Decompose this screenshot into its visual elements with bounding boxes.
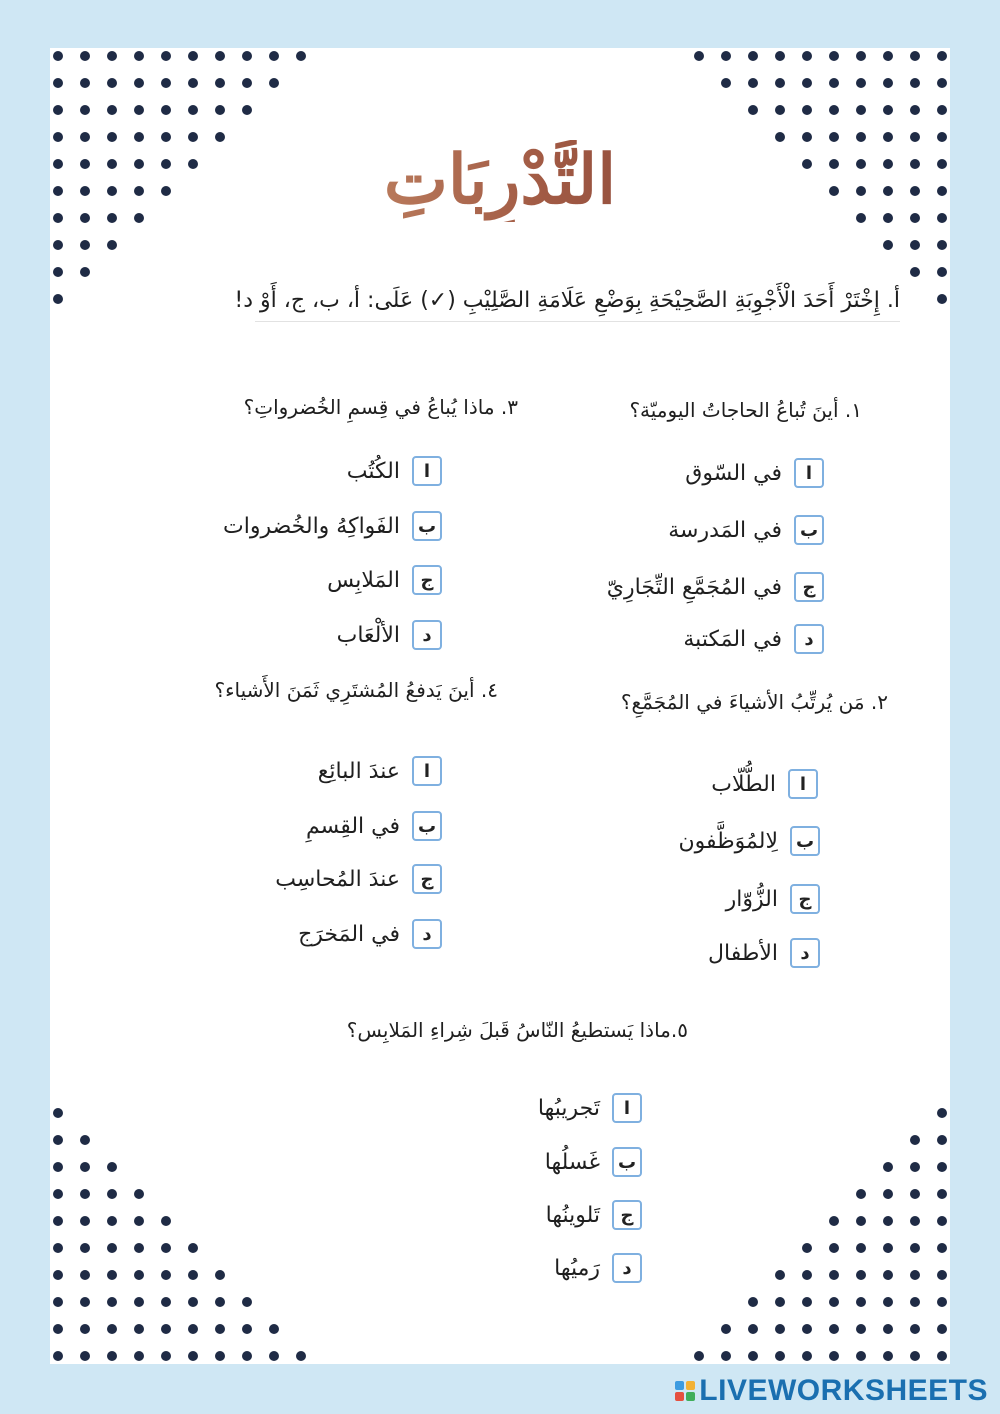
decorative-dot (829, 1297, 839, 1307)
q3-option-c-box[interactable]: ج (412, 565, 442, 595)
q3-option-d-box[interactable]: د (412, 620, 442, 650)
decorative-dot (107, 1189, 117, 1199)
decorative-dot (910, 1216, 920, 1226)
decorative-dot (80, 51, 90, 61)
decorative-dot (107, 1270, 117, 1280)
decorative-dot (721, 78, 731, 88)
decorative-dot (721, 51, 731, 61)
decorative-dot (107, 1324, 117, 1334)
decorative-dot (829, 1243, 839, 1253)
q2-option-d[interactable] (708, 938, 820, 968)
decorative-dot (107, 1216, 117, 1226)
decorative-dot (802, 78, 812, 88)
decorative-dot (53, 1243, 63, 1253)
decorative-dot (107, 105, 117, 115)
decorative-dot (80, 240, 90, 250)
decorative-dot (134, 1351, 144, 1361)
decorative-dot (80, 1135, 90, 1145)
decorative-dot (161, 1216, 171, 1226)
decorative-dot (748, 51, 758, 61)
decorative-dot (748, 78, 758, 88)
q4-option-c-box[interactable]: ج (412, 864, 442, 894)
q3-option-c-text: المَلابِس (327, 567, 400, 593)
decorative-dot (188, 1324, 198, 1334)
decorative-dot (937, 1324, 947, 1334)
q5-option-c-box[interactable]: ج (612, 1200, 642, 1230)
decorative-dot (215, 1270, 225, 1280)
decorative-dot (269, 51, 279, 61)
decorative-dot (161, 1270, 171, 1280)
decorative-dot (721, 1324, 731, 1334)
decorative-dot (883, 240, 893, 250)
decorative-dot (107, 1162, 117, 1172)
decorative-dot (134, 1243, 144, 1253)
decorative-dot (883, 1216, 893, 1226)
q2-option-a[interactable] (711, 769, 818, 799)
decorative-dot (883, 105, 893, 115)
decorative-dot (242, 1324, 252, 1334)
decorative-dot (829, 1216, 839, 1226)
decorative-dot (856, 1297, 866, 1307)
decorative-dot (107, 240, 117, 250)
decorative-dot (937, 1270, 947, 1280)
decorative-dot (883, 1270, 893, 1280)
decorative-dot (215, 1324, 225, 1334)
decorative-dot (53, 240, 63, 250)
decorative-dot (215, 51, 225, 61)
decorative-dot (883, 78, 893, 88)
q1-option-b[interactable] (668, 515, 824, 545)
decorative-dot (694, 1351, 704, 1361)
worksheet-page (50, 48, 950, 1364)
decorative-dot (80, 1216, 90, 1226)
question-2: ٢. مَن يُرتِّبُ الأشياءَ في المُجَمَّعِ؟ (620, 690, 888, 714)
decorative-dot (134, 1216, 144, 1226)
decorative-dot (188, 78, 198, 88)
decorative-dot (80, 1243, 90, 1253)
decorative-dot (134, 51, 144, 61)
page-title: التَّدْرِبَاتِ (50, 140, 950, 222)
decorative-dot (856, 105, 866, 115)
decorative-dot (937, 1189, 947, 1199)
decorative-dot (937, 1135, 947, 1145)
q2-option-b-box[interactable]: ب (790, 826, 820, 856)
q2-option-c[interactable] (726, 884, 820, 914)
decorative-dot (296, 51, 306, 61)
q4-option-a[interactable] (318, 756, 442, 786)
q3-option-d-text: الألْعَاب (336, 622, 400, 648)
question-3: ٣. ماذا يُباعُ في قِسمِ الخُضرواتِ؟ (243, 395, 518, 419)
decorative-dot (107, 1351, 117, 1361)
decorative-dot (883, 1297, 893, 1307)
decorative-dot (161, 78, 171, 88)
liveworksheets-brand-text: LIVEWORKSHEETS (699, 1374, 988, 1407)
decorative-dot (856, 1270, 866, 1280)
decorative-dot (188, 1297, 198, 1307)
q4-option-c-text: عندَ المُحاسِب (275, 866, 400, 892)
q4-option-d-text: في المَخرَج (298, 921, 400, 947)
q5-option-c[interactable] (546, 1200, 642, 1230)
question-5: ٥.ماذا يَستطيعُ النّاسُ قَبلَ شِراءِ المَلابِس؟ (346, 1018, 688, 1042)
decorative-dot (80, 267, 90, 277)
decorative-dot (829, 105, 839, 115)
decorative-dot (937, 1297, 947, 1307)
decorative-dot (775, 78, 785, 88)
instruction-text: أ. إِخْتَرْ أَحَدَ الْأَجْوِبَةِ الصَّحِيْحَةِ بِوَضْعِ عَلَامَةِ الصَّلِيْبِ (✓) عَلَى: أ، ب، ج، أَوْ د! (255, 288, 900, 322)
decorative-dot (134, 1297, 144, 1307)
decorative-dot (107, 51, 117, 61)
q4-option-b-text: في القِسمِ (305, 813, 400, 839)
decorative-dot (188, 51, 198, 61)
q4-option-d-box[interactable]: د (412, 919, 442, 949)
q3-option-a-text: الكُتُب (346, 458, 400, 484)
question-1: ١. أينَ تُباعُ الحاجاتُ اليوميّة؟ (629, 398, 862, 422)
decorative-dot (242, 105, 252, 115)
decorative-dot (775, 105, 785, 115)
q4-option-c[interactable] (275, 864, 442, 894)
decorative-dot (161, 51, 171, 61)
decorative-dot (215, 1351, 225, 1361)
decorative-dot (856, 78, 866, 88)
q3-option-a[interactable] (347, 456, 442, 486)
decorative-dot (53, 267, 63, 277)
q2-option-b-text: لِالمُوَظَّفون (678, 828, 778, 854)
decorative-dot (802, 1243, 812, 1253)
decorative-dot (856, 1216, 866, 1226)
q2-option-d-box[interactable]: د (790, 938, 820, 968)
decorative-dot (910, 240, 920, 250)
decorative-dot (802, 1297, 812, 1307)
q5-option-a[interactable] (538, 1093, 642, 1123)
decorative-dot (53, 51, 63, 61)
q1-option-c-text: في المُجَمَّعِ التِّجَارِيّ (606, 574, 782, 600)
decorative-dot (937, 267, 947, 277)
decorative-dot (775, 51, 785, 61)
decorative-dot (910, 1162, 920, 1172)
decorative-dot (910, 1351, 920, 1361)
q2-option-a-box[interactable]: ا (788, 769, 818, 799)
q3-option-b-text: الفَواكِهُ والخُضروات (223, 513, 400, 539)
decorative-dot (802, 1324, 812, 1334)
decorative-dot (775, 1351, 785, 1361)
decorative-dot (53, 1162, 63, 1172)
decorative-dot (53, 1351, 63, 1361)
decorative-dot (748, 1351, 758, 1361)
q4-option-a-box[interactable]: ا (412, 756, 442, 786)
decorative-dot (775, 1297, 785, 1307)
q5-option-a-text: تَجريبُها (537, 1095, 600, 1121)
decorative-dot (242, 1351, 252, 1361)
decorative-dot (269, 1324, 279, 1334)
decorative-dot (883, 1351, 893, 1361)
q4-option-d[interactable] (298, 919, 442, 949)
decorative-dot (937, 1351, 947, 1361)
decorative-dot (161, 105, 171, 115)
decorative-dot (775, 1324, 785, 1334)
decorative-dot (802, 51, 812, 61)
decorative-dot (829, 1270, 839, 1280)
decorative-dot (80, 1162, 90, 1172)
q1-option-c-box[interactable]: ج (794, 572, 824, 602)
decorative-dot (53, 1324, 63, 1334)
decorative-dot (910, 1297, 920, 1307)
decorative-dot (188, 1270, 198, 1280)
decorative-dot (53, 1270, 63, 1280)
decorative-dot (80, 1270, 90, 1280)
decorative-dot (80, 1351, 90, 1361)
decorative-dot (910, 1243, 920, 1253)
decorative-dot (694, 51, 704, 61)
q5-option-d-text: رَميُها (554, 1255, 600, 1281)
decorative-dot (883, 1243, 893, 1253)
decorative-dot (269, 78, 279, 88)
decorative-dot (188, 1243, 198, 1253)
decorative-dot (883, 1324, 893, 1334)
q1-option-d-box[interactable]: د (794, 624, 824, 654)
decorative-dot (296, 1351, 306, 1361)
decorative-dot (80, 1189, 90, 1199)
q3-option-a-box[interactable]: ا (412, 456, 442, 486)
decorative-dot (748, 105, 758, 115)
decorative-dot (937, 51, 947, 61)
q1-option-a[interactable] (685, 458, 824, 488)
decorative-dot (134, 78, 144, 88)
liveworksheets-logo-icon (675, 1381, 695, 1401)
q1-option-b-text: في المَدرسة (668, 517, 782, 543)
q3-option-b-box[interactable]: ب (412, 511, 442, 541)
decorative-dot (107, 1243, 117, 1253)
decorative-dot (802, 1351, 812, 1361)
decorative-dot (721, 1351, 731, 1361)
decorative-dot (53, 294, 63, 304)
decorative-dot (937, 1243, 947, 1253)
decorative-dot (134, 105, 144, 115)
q3-option-b[interactable] (223, 511, 442, 541)
decorative-dot (53, 1189, 63, 1199)
decorative-dot (53, 1108, 63, 1118)
decorative-dot (134, 1324, 144, 1334)
decorative-dot (856, 1324, 866, 1334)
liveworksheets-logo (675, 1374, 988, 1408)
decorative-dot (161, 1324, 171, 1334)
decorative-dot (829, 1324, 839, 1334)
decorative-dot (215, 105, 225, 115)
decorative-dot (242, 51, 252, 61)
decorative-dot (269, 1351, 279, 1361)
q4-option-b[interactable] (306, 811, 442, 841)
decorative-dot (107, 78, 117, 88)
decorative-dot (161, 1243, 171, 1253)
q4-option-b-box[interactable]: ب (412, 811, 442, 841)
decorative-dot (802, 105, 812, 115)
decorative-dot (53, 1216, 63, 1226)
decorative-dot (134, 1270, 144, 1280)
q5-option-b[interactable] (545, 1147, 642, 1177)
decorative-dot (829, 51, 839, 61)
decorative-dot (53, 78, 63, 88)
decorative-dot (188, 1351, 198, 1361)
q1-option-b-box[interactable]: ب (794, 515, 824, 545)
decorative-dot (937, 78, 947, 88)
decorative-dot (883, 1162, 893, 1172)
decorative-dot (748, 1324, 758, 1334)
decorative-dot (242, 1297, 252, 1307)
decorative-dot (107, 1297, 117, 1307)
decorative-dot (53, 1135, 63, 1145)
q2-option-d-text: الأطفال (708, 940, 778, 966)
q1-option-d[interactable] (683, 624, 824, 654)
q2-option-b[interactable] (679, 826, 821, 856)
q2-option-c-text: الزُّوّار (725, 886, 778, 912)
decorative-dot (775, 1270, 785, 1280)
decorative-dot (910, 1324, 920, 1334)
decorative-dot (910, 51, 920, 61)
decorative-dot (215, 78, 225, 88)
decorative-dot (910, 105, 920, 115)
decorative-dot (80, 105, 90, 115)
decorative-dot (937, 105, 947, 115)
decorative-dot (937, 294, 947, 304)
decorative-dot (53, 1297, 63, 1307)
q5-option-d-box[interactable]: د (612, 1253, 642, 1283)
decorative-dot (910, 1189, 920, 1199)
decorative-dot (937, 240, 947, 250)
q1-option-a-text: في السّوق (685, 460, 782, 486)
decorative-dot (80, 78, 90, 88)
q1-option-a-box[interactable]: ا (794, 458, 824, 488)
q5-option-d[interactable] (554, 1253, 642, 1283)
decorative-dot (188, 105, 198, 115)
q5-option-b-text: غَسلُها (544, 1149, 600, 1175)
q2-option-c-box[interactable]: ج (790, 884, 820, 914)
decorative-dot (883, 1189, 893, 1199)
q5-option-c-text: تَلوينُها (545, 1202, 600, 1228)
q1-option-c[interactable] (607, 572, 824, 602)
decorative-dot (80, 1297, 90, 1307)
decorative-dot (856, 1189, 866, 1199)
decorative-dot (910, 1270, 920, 1280)
decorative-dot (215, 1297, 225, 1307)
decorative-dot (937, 1108, 947, 1118)
question-4: ٤. أينَ يَدفعُ المُشتَرِي ثَمَنَ الأَشياء؟ (214, 678, 498, 702)
decorative-dot (883, 51, 893, 61)
decorative-dot (910, 1135, 920, 1145)
decorative-dot (802, 1270, 812, 1280)
decorative-dot (161, 1351, 171, 1361)
decorative-dot (134, 1189, 144, 1199)
decorative-dot (80, 1324, 90, 1334)
decorative-dot (937, 1216, 947, 1226)
decorative-dot (910, 78, 920, 88)
q3-option-d[interactable] (337, 620, 442, 650)
q5-option-b-box[interactable]: ب (612, 1147, 642, 1177)
q3-option-c[interactable] (327, 565, 442, 595)
decorative-dot (856, 1243, 866, 1253)
q2-option-a-text: الطُّلّاب (711, 771, 776, 797)
decorative-dot (910, 267, 920, 277)
decorative-dot (829, 78, 839, 88)
decorative-dot (53, 105, 63, 115)
decorative-dot (856, 51, 866, 61)
decorative-dot (937, 1162, 947, 1172)
decorative-dot (242, 78, 252, 88)
decorative-dot (748, 1297, 758, 1307)
decorative-dot (161, 1297, 171, 1307)
q4-option-a-text: عندَ البائِع (317, 758, 400, 784)
decorative-dot (829, 1351, 839, 1361)
q5-option-a-box[interactable]: ا (612, 1093, 642, 1123)
decorative-dot (856, 1351, 866, 1361)
q1-option-d-text: في المَكتبة (683, 626, 782, 652)
